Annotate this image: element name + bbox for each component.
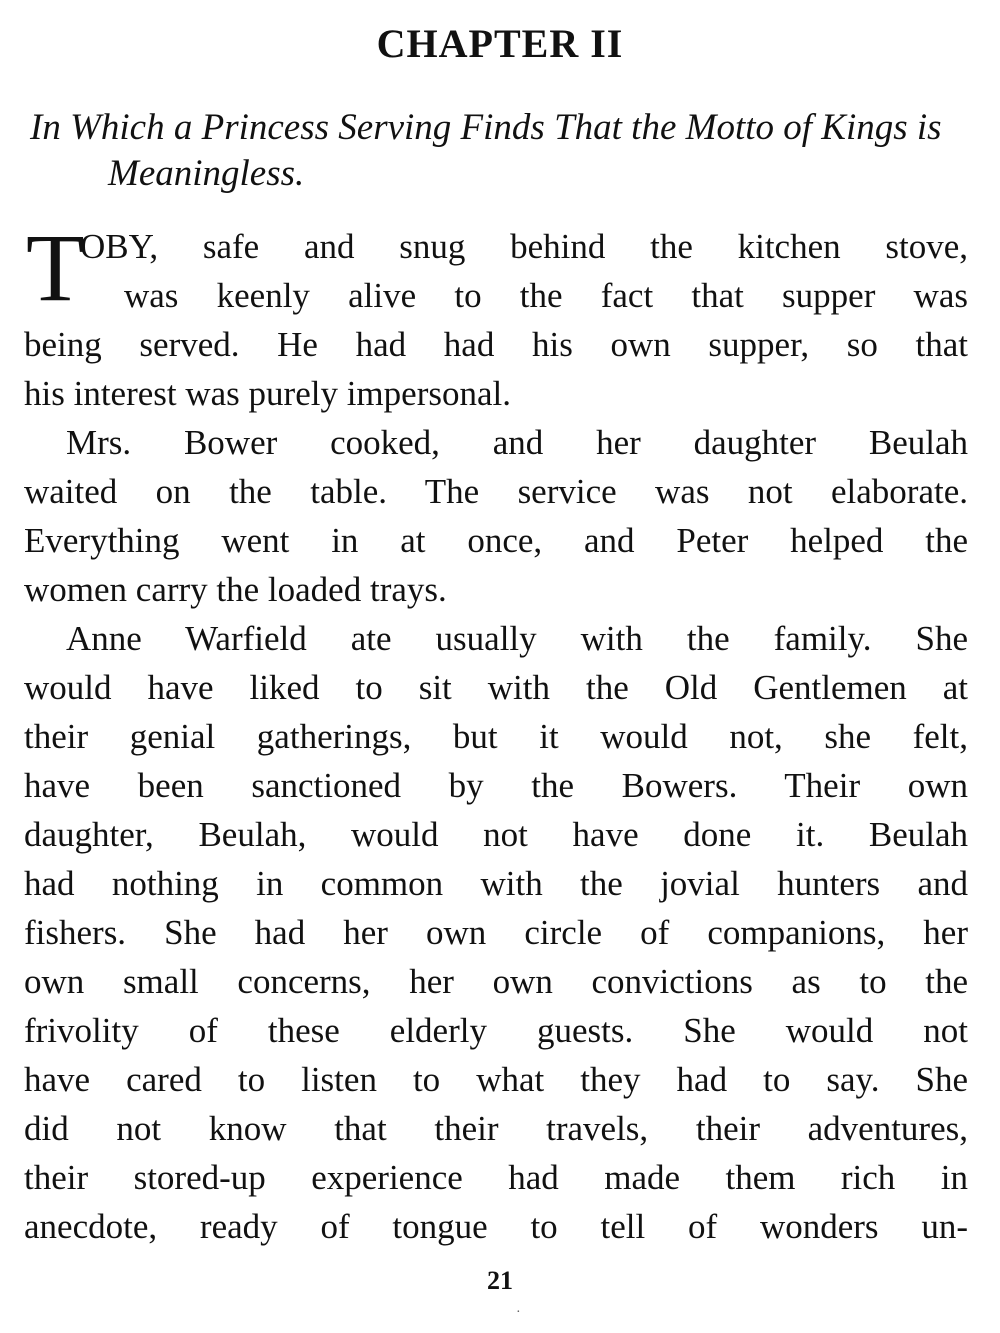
- text-line: OBY, safe and snug behind the kitchen stove,: [80, 227, 968, 266]
- paragraph: [24, 418, 968, 614]
- text-line: anecdote, ready of tongue to tell of wonders un-: [24, 1207, 968, 1246]
- text-line: was keenly alive to the fact that supper was: [124, 276, 968, 315]
- body-text: [24, 214, 968, 1251]
- text-line: did not know that their travels, their adventures,: [24, 1109, 968, 1148]
- text-line: frivolity of these elderly guests. She would not: [24, 1011, 968, 1050]
- ink-speck: ·: [516, 1305, 521, 1320]
- page-number: 21: [487, 1266, 513, 1295]
- text-line: own small concerns, her own convictions as to the: [24, 962, 968, 1001]
- text-line: daughter, Beulah, would not have done it. Beulah: [24, 815, 968, 854]
- text-line: Mrs. Bower cooked, and her daughter Beulah: [66, 423, 968, 462]
- drop-cap: T: [26, 214, 85, 321]
- text-line: their genial gatherings, but it would not, she felt,: [24, 717, 968, 756]
- text-line: have cared to listen to what they had to say. She: [24, 1060, 968, 1099]
- chapter-subtitle: In Which a Princess Serving Finds That the Motto of Kings is Meaningless.: [30, 107, 942, 194]
- text-line: Everything went in at once, and Peter helped the: [24, 521, 968, 560]
- text-line: would have liked to sit with the Old Gentlemen at: [24, 668, 968, 707]
- text-line: Anne Warfield ate usually with the family. She: [66, 619, 968, 658]
- text-line: had nothing in common with the jovial hunters and: [24, 864, 968, 903]
- text-line: their stored-up experience had made them rich in: [24, 1158, 968, 1197]
- text-line: his interest was purely impersonal.: [24, 374, 511, 413]
- text-line: have been sanctioned by the Bowers. Their own: [24, 766, 968, 805]
- text-line: being served. He had had his own supper, so that: [24, 325, 968, 364]
- text-line: women carry the loaded trays.: [24, 570, 447, 609]
- text-line: fishers. She had her own circle of companions, her: [24, 913, 968, 952]
- chapter-heading: CHAPTER II: [376, 21, 624, 66]
- paragraph: [24, 214, 968, 418]
- paragraph: [24, 614, 968, 1251]
- text-line: waited on the table. The service was not elaborate.: [24, 472, 968, 511]
